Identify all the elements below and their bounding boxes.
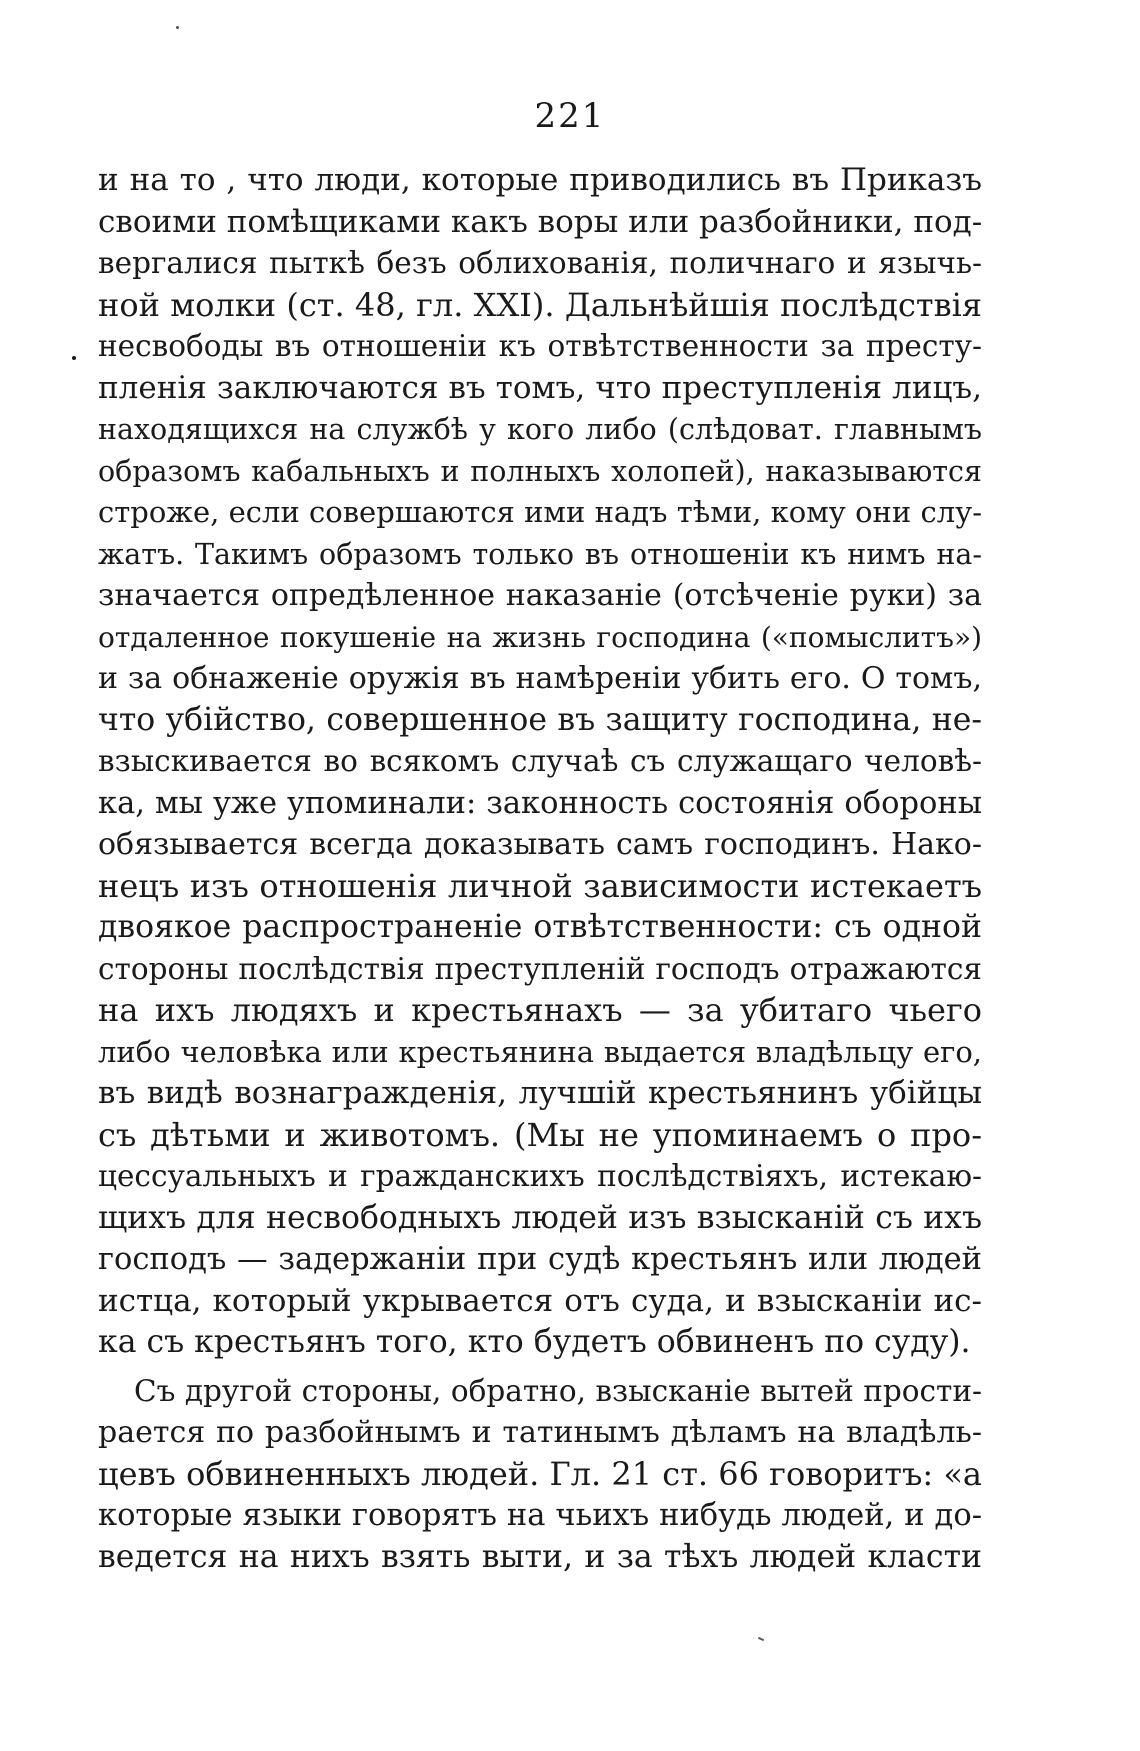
text-line: образомъ кабальныхъ и полныхъ холопей), наказываются [98, 454, 982, 488]
body-text [98, 160, 982, 1578]
text-line: рается по разбойнымъ и татинымъ дѣламъ на владѣль- [98, 1415, 982, 1450]
text-line: господъ — задержаніи при судѣ крестьянъ или людей [98, 1242, 982, 1277]
text-line: ведется на нихъ взять выти, и за тѣхъ людей класти [98, 1538, 982, 1575]
text-line: истца, который укрывается отъ суда, и взысканіи ис- [98, 1282, 982, 1319]
text-line: что убійство, совершенное въ защиту господина, не- [98, 701, 982, 738]
text-line: значается опредѣленное наказаніе (отсѣченіе руки) за [98, 578, 982, 613]
paragraph-2 [98, 1371, 982, 1579]
text-line: цевъ обвиненныхъ людей. Гл. 21 ст. 66 говоритъ: «а [98, 1454, 982, 1493]
text-line: вергалися пыткѣ безъ облихованія, поличнаго и язычь- [98, 246, 982, 280]
text-line: обязывается всегда доказывать самъ господинъ. Нако- [98, 827, 982, 862]
text-line: съ дѣтьми и животомъ. (Мы не упоминаемъ о про- [98, 1115, 982, 1154]
text-line: и на то , что люди, которые приводились въ Приказъ [98, 162, 982, 198]
text-line: стороны послѣдствія преступленій господъ отражаются [98, 951, 982, 986]
paragraph-1 [98, 160, 982, 1364]
page-number: 221 [534, 96, 606, 136]
text-line: отдаленное покушеніе на жизнь господина («помыслитъ») [98, 620, 982, 654]
text-line: нецъ изъ отношенія личной зависимости истекаетъ [98, 866, 982, 905]
text-line: жатъ. Такимъ образомъ только въ отношеніи къ нимъ на- [98, 537, 982, 571]
text-line: несвободы въ отношеніи къ отвѣтственности за престу- [98, 329, 982, 363]
text-line: въ видѣ вознагражденія, лучшій крестьянинъ убійцы [98, 1075, 982, 1111]
text-line: ной молки (ст. 48, гл. XXI). Дальнѣйшія послѣдствія [98, 285, 982, 324]
text-line: цессуальныхъ и гражданскихъ послѣдствіяхъ, истекаю- [98, 1159, 982, 1193]
text-line: двоякое распространеніе отвѣтственности: съ одной [98, 909, 982, 945]
text-line: находящихся на службѣ у кого либо (слѣдоват. главнымъ [98, 413, 982, 446]
text-line: взыскивается во всякомъ случаѣ съ служащаго человѣ- [98, 744, 982, 778]
paragraph-gap [98, 1364, 982, 1371]
text-line: строже, если совершаются ими надъ тѣми, кому они слу- [98, 495, 982, 529]
text-line: ка съ крестьянъ того, кто будетъ обвиненъ по суду). [98, 1324, 971, 1360]
text-line: щихъ для несвободныхъ людей изъ взысканій съ ихъ [98, 1199, 982, 1236]
text-line: своими помѣщиками какъ воры или разбойники, под- [98, 203, 982, 240]
text-line: которые языки говорятъ на чьихъ нибудь людей, и до- [98, 1498, 982, 1533]
text-line: и за обнаженіе оружія въ намѣреніи убить его. О томъ, [98, 661, 982, 696]
text-line: ка, мы уже упоминали: законность состоянія обороны [98, 785, 982, 821]
print-speck [176, 26, 179, 29]
text-line: пленія заключаются въ томъ, что преступленія лицъ, [98, 369, 982, 406]
text-line: на ихъ людяхъ и крестьянахъ — за убитаго чьего [98, 991, 982, 1029]
text-line: Съ другой стороны, обратно, взысканіе вытей прости- [134, 1373, 982, 1408]
text-line: либо человѣка или крестьянина выдается владѣльцу его, [98, 1034, 982, 1069]
print-speck [758, 1637, 764, 1641]
margin-mark [72, 356, 76, 360]
